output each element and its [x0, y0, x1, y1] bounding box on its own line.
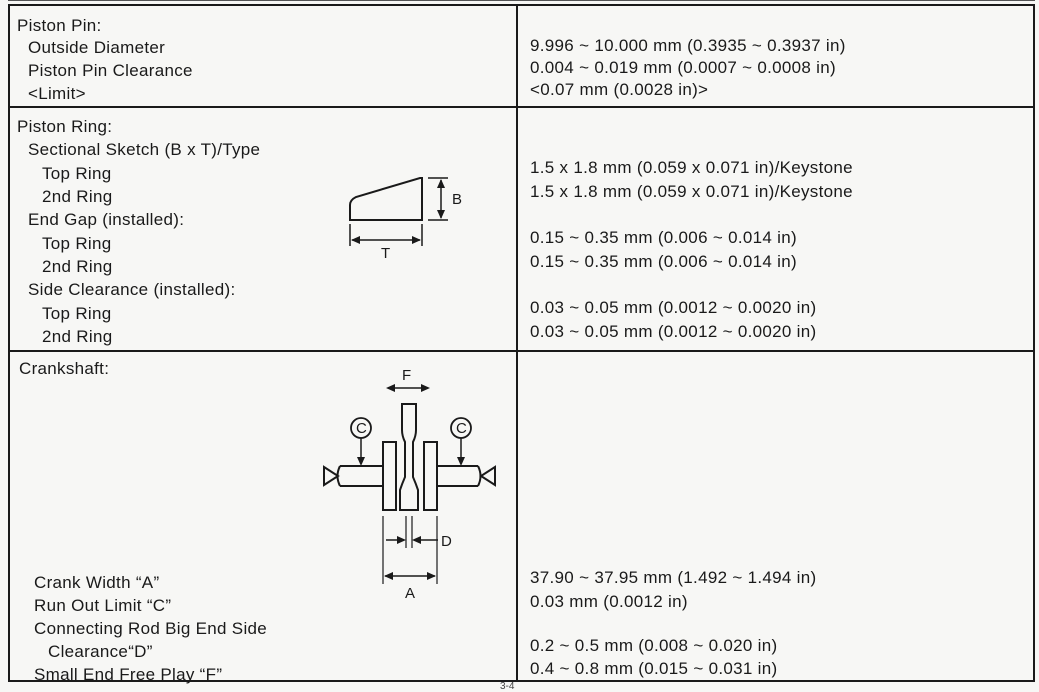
column-divider: [516, 6, 518, 106]
second-ring-label: 2nd Ring: [42, 187, 113, 206]
top-ring-label: Top Ring: [42, 164, 112, 183]
end-gap-label: End Gap (installed):: [28, 210, 185, 229]
small-end-free-play-label: Small End Free Play “F”: [34, 665, 223, 684]
second-ring-sketch-value: 1.5 x 1.8 mm (0.059 x 0.071 in)/Keystone: [530, 182, 853, 201]
right-c-label: C: [456, 420, 467, 437]
column-divider: [516, 108, 518, 350]
crankshaft-row: [10, 350, 1033, 684]
left-center-point: [324, 467, 338, 485]
piston-ring-sketch: [340, 170, 480, 260]
page-number: 3-4: [500, 682, 515, 692]
right-crank-web: [424, 442, 437, 510]
sectional-sketch-label: Sectional Sketch (B x T)/Type: [28, 140, 261, 159]
dimension-a-label: A: [405, 585, 416, 600]
second-ring-label: 2nd Ring: [42, 257, 113, 276]
big-end-clearance-label-line2: Clearance“D”: [48, 642, 153, 661]
big-end-clearance-value: 0.2 ~ 0.5 mm (0.008 ~ 0.020 in): [530, 636, 778, 655]
big-end-clearance-label: Connecting Rod Big End Side: [34, 619, 268, 638]
top-rule: [8, 0, 1035, 1]
crank-width-value: 37.90 ~ 37.95 mm (1.492 ~ 1.494 in): [530, 568, 817, 587]
top-ring-end-gap-value: 0.15 ~ 0.35 mm (0.006 ~ 0.014 in): [530, 228, 797, 247]
piston-pin-row: [10, 6, 1033, 106]
limit-label: <Limit>: [28, 84, 86, 103]
piston-ring-row: [10, 106, 1033, 350]
dimension-t-label: T: [381, 245, 391, 260]
crank-width-label: Crank Width “A”: [34, 573, 160, 592]
ring-section-shape: [350, 178, 422, 220]
piston-pin-clearance-label: Piston Pin Clearance: [28, 61, 193, 80]
column-divider: [516, 352, 518, 680]
side-clearance-label: Side Clearance (installed):: [28, 280, 236, 299]
outside-diameter-label: Outside Diameter: [28, 38, 166, 57]
second-ring-label: 2nd Ring: [42, 327, 113, 346]
crankshaft-heading: Crankshaft:: [19, 359, 110, 378]
top-ring-sketch-value: 1.5 x 1.8 mm (0.059 x 0.071 in)/Keystone: [530, 158, 853, 177]
top-ring-side-clearance-value: 0.03 ~ 0.05 mm (0.0012 ~ 0.0020 in): [530, 298, 817, 317]
dimension-b-label: B: [452, 191, 463, 208]
left-crank-web: [383, 442, 396, 510]
top-ring-label: Top Ring: [42, 234, 112, 253]
small-end-free-play-value: 0.4 ~ 0.8 mm (0.015 ~ 0.031 in): [530, 659, 778, 678]
left-c-label: C: [356, 420, 367, 437]
run-out-limit-value: 0.03 mm (0.0012 in): [530, 592, 688, 611]
second-ring-end-gap-value: 0.15 ~ 0.35 mm (0.006 ~ 0.014 in): [530, 252, 797, 271]
right-shaft: [437, 466, 481, 486]
dimension-f-label: F: [402, 367, 412, 384]
right-center-point: [481, 467, 495, 485]
top-ring-label: Top Ring: [42, 304, 112, 323]
piston-pin-clearance-value: 0.004 ~ 0.019 mm (0.0007 ~ 0.0008 in): [530, 58, 836, 77]
connecting-rod: [400, 404, 418, 510]
limit-value: <0.07 mm (0.0028 in)>: [530, 80, 709, 99]
run-out-limit-label: Run Out Limit “C”: [34, 596, 172, 615]
crankshaft-diagram: [320, 362, 500, 600]
left-shaft: [338, 466, 384, 486]
second-ring-side-clearance-value: 0.03 ~ 0.05 mm (0.0012 ~ 0.0020 in): [530, 322, 817, 341]
spec-table: [8, 4, 1035, 682]
outside-diameter-value: 9.996 ~ 10.000 mm (0.3935 ~ 0.3937 in): [530, 36, 846, 55]
dimension-d-label: D: [441, 533, 452, 550]
piston-pin-heading: Piston Pin:: [17, 16, 102, 35]
piston-ring-heading: Piston Ring:: [17, 117, 113, 136]
